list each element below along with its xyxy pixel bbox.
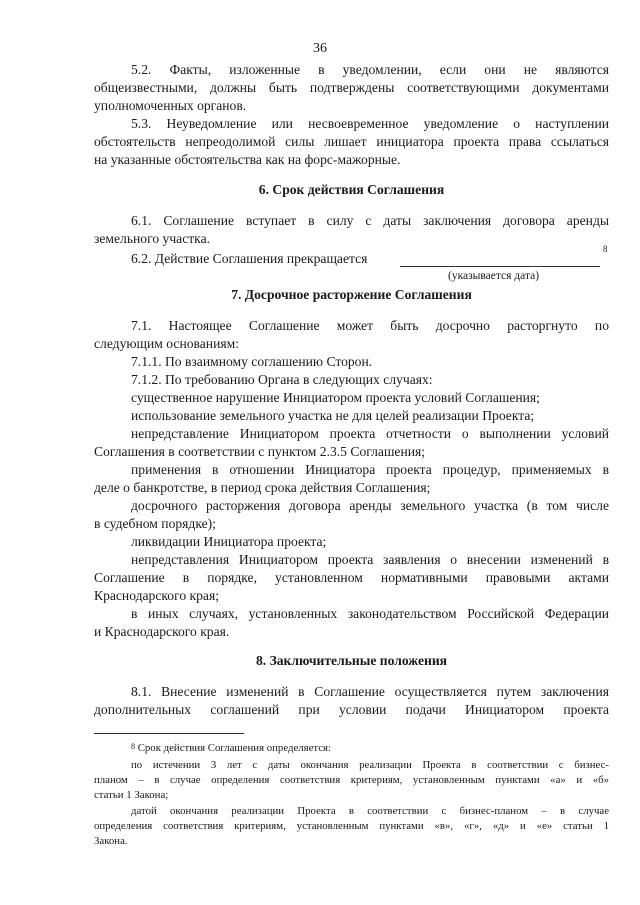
section-8-heading: 8. Заключительные положения xyxy=(255,653,448,668)
footnote-line-1: по истечении 3 лет с даты окончания реализации Проекта в соответствии с бизнес- xyxy=(131,759,609,771)
para-5-2-line-1: 5.2. Факты, изложенные в уведомлении, если они не являются xyxy=(131,62,609,77)
footnote-number: 8 xyxy=(131,742,135,751)
case-line-11: Соглашение в порядке, установленном нормативными правовыми актами xyxy=(94,570,609,585)
footnote-line-3: статьи 1 Закона; xyxy=(94,789,169,801)
para-6-1-line-1: 6.1. Соглашение вступает в силу с даты заключения договора аренды xyxy=(131,213,609,228)
case-line-12: Краснодарского края; xyxy=(94,588,219,603)
para-5-2-line-3: уполномоченных органов. xyxy=(94,98,247,113)
section-7-heading: 7. Досрочное расторжение Соглашения xyxy=(231,287,472,302)
footnote-line-6: Закона. xyxy=(94,835,128,847)
para-7-1-1: 7.1.1. По взаимному соглашению Сторон. xyxy=(131,354,373,369)
section-6-heading: 6. Срок действия Соглашения xyxy=(258,182,445,197)
para-7-1-line-1: 7.1. Настоящее Соглашение может быть досрочно расторгнуто по xyxy=(131,318,609,333)
case-line-4: Соглашения в соответствии с пунктом 2.3.5 Соглашения; xyxy=(94,444,426,459)
case-line-6: деле о банкротстве, в период срока действия Соглашения; xyxy=(94,480,431,495)
footnote-title-text: Срок действия Соглашения определяется: xyxy=(137,742,332,754)
footnote-line-2: планом – в случае определения соответствия критериям, установленным пунктами «а» и «б» xyxy=(94,774,609,786)
para-7-1-line-2: следующим основаниям: xyxy=(94,336,239,351)
date-hint: (указывается дата) xyxy=(448,270,540,282)
case-line-3: непредставление Инициатором проекта отчетности о выполнении условий xyxy=(131,426,609,441)
para-7-1-2: 7.1.2. По требованию Органа в следующих случаях: xyxy=(131,372,433,387)
page-number: 36 xyxy=(313,41,327,56)
case-line-2: использование земельного участка не для целей реализации Проекта; xyxy=(131,408,535,423)
footnote-ref-8: 8 xyxy=(603,244,608,254)
footnote-separator xyxy=(94,733,244,734)
case-line-10: непредставления Инициатором проекта заявления о внесении изменений в xyxy=(131,552,609,567)
footnote-line-4: датой окончания реализации Проекта в соответствии с бизнес-планом – в случае xyxy=(131,805,609,817)
case-line-5: применения в отношении Инициатора проекта процедур, применяемых в xyxy=(131,462,609,477)
para-8-1-line-2: дополнительных соглашений при условии подачи Инициатором проекта xyxy=(94,702,609,717)
para-6-1-line-2: земельного участка. xyxy=(94,231,210,246)
case-line-13: в иных случаях, установленных законодательством Российской Федерации xyxy=(131,606,609,621)
para-5-3-line-3: на указанные обстоятельства как на форс-мажорные. xyxy=(94,152,401,167)
case-line-14: и Краснодарского края. xyxy=(94,624,230,639)
case-line-7: досрочного расторжения договора аренды земельного участка (в том числе xyxy=(131,498,609,513)
footnote-line-5: определения соответствия критериям, установленным пунктами «в», «г», «д» и «е» статьи 1 xyxy=(94,820,609,832)
case-line-1: существенное нарушение Инициатором проекта условий Соглашения; xyxy=(131,390,540,405)
para-8-1-line-1: 8.1. Внесение изменений в Соглашение осуществляется путем заключения xyxy=(131,684,609,699)
para-5-3-line-2: обстоятельств непреодолимой силы лишает инициатора проекта права ссылаться xyxy=(94,134,609,149)
para-5-2-line-2: общеизвестными, должны быть подтверждены соответствующими документами xyxy=(94,80,609,95)
case-line-8: в судебном порядке); xyxy=(94,516,216,531)
para-6-2: 6.2. Действие Соглашения прекращается xyxy=(131,251,368,266)
case-line-9: ликвидации Инициатора проекта; xyxy=(131,534,327,549)
date-fill-line xyxy=(400,266,600,267)
para-5-3-line-1: 5.3. Неуведомление или несвоевременное уведомление о наступлении xyxy=(131,116,609,131)
footnote-title xyxy=(131,741,609,755)
